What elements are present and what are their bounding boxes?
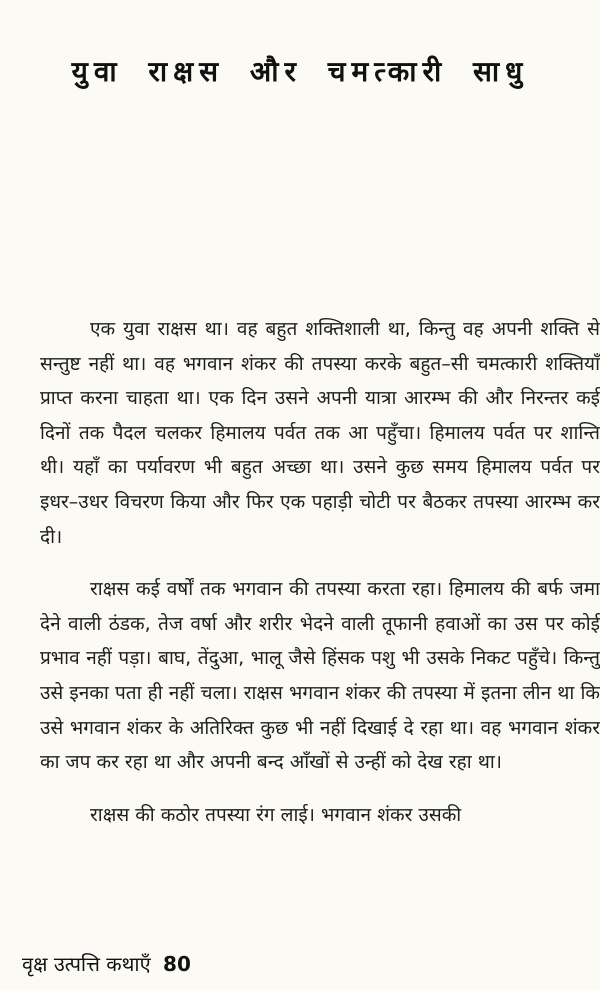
page-footer bbox=[22, 950, 191, 977]
paragraph-2: राक्षस कई वर्षों तक भगवान की तपस्या करता रहा। हिमालय की बर्फ जमा देने वाली ठंडक, तेज वर्षा और शरीर भेदने वाली तूफानी हवाओं का उस पर कोई प्रभाव नहीं पड़ा। बाघ, तेंदुआ, भालू जैसे हिंसक पशु भी उसके निकट पहुँचे। किन्तु उसे इनका पता ही नहीं चला। राक्षस भगवान शंकर की तपस्या में इतना लीन था कि उसे भगवान शंकर के अतिरिक्त कुछ भी नहीं दिखाई दे रहा था। वह भगवान शंकर का जप कर रहा था और अपनी बन्द आँखों से उन्हीं को देख रहा था। bbox=[40, 578, 600, 774]
footer-book-title: वृक्ष उत्पत्ति कथाएँ bbox=[22, 952, 151, 976]
page-number: 80 bbox=[163, 952, 191, 976]
paragraph-3: राक्षस की कठोर तपस्या रंग लाई। भगवान शंकर उसकी bbox=[90, 803, 462, 826]
paragraph-1: एक युवा राक्षस था। वह बहुत शक्तिशाली था, किन्तु वह अपनी शक्ति से सन्तुष्ट नहीं था। वह भगवान शंकर की तपस्या करके बहुत–सी चमत्कारी शक्तियाँ प्राप्त करना चाहता था। एक दिन उसने अपनी यात्रा आरम्भ की और निरन्तर कई दिनों तक पैदल चलकर हिमालय पर्वत तक आ पहुँचा। हिमालय पर्वत पर शान्ति थी। यहाँ का पर्यावरण भी बहुत अच्छा था। उसने कुछ समय हिमालय पर्वत पर इधर–उधर विचरण किया और फिर एक पहाड़ी चोटी पर बैठकर तपस्या आरम्भ कर दी। bbox=[40, 318, 600, 548]
chapter-title: युवा राक्षस और चमत्कारी साधु bbox=[71, 55, 529, 88]
chapter-body bbox=[40, 312, 600, 832]
